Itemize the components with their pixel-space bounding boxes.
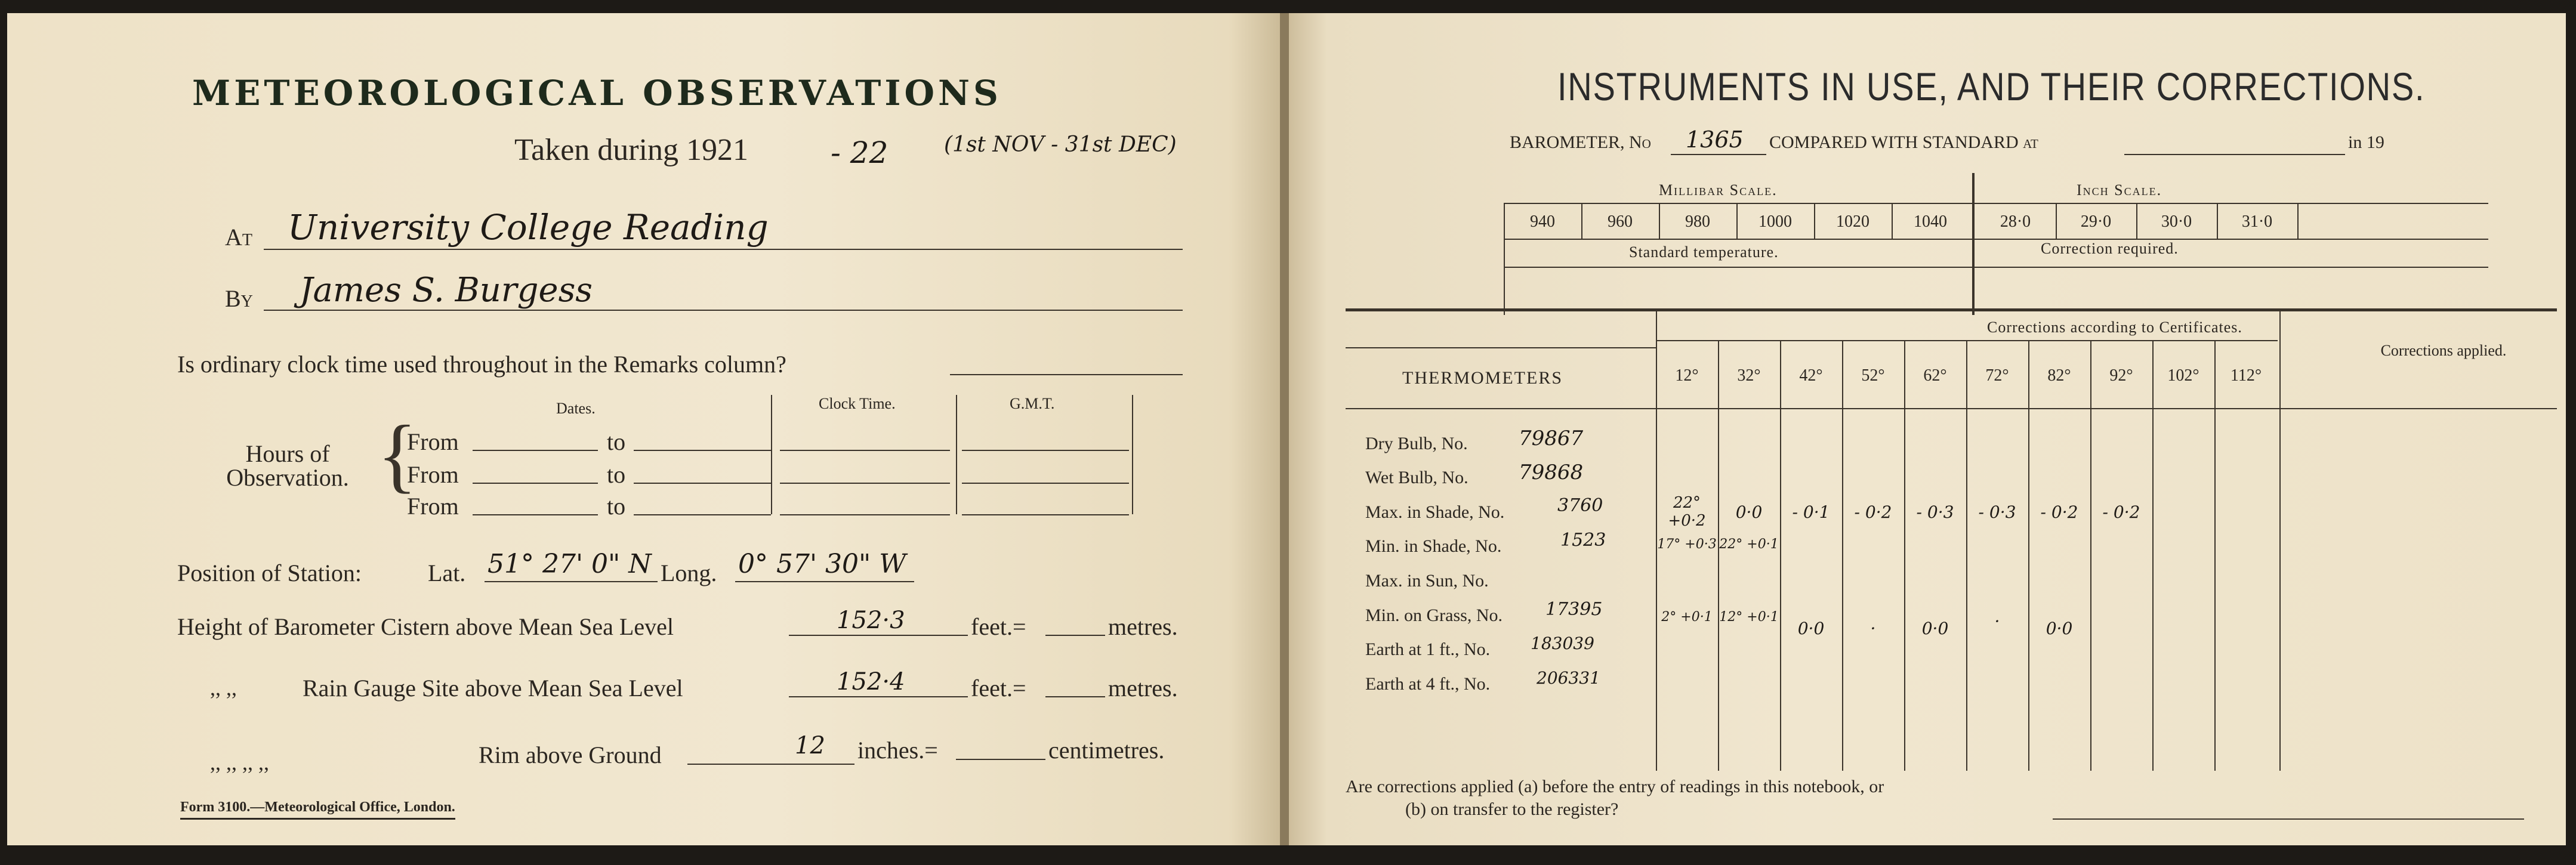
- at-value: University College Reading: [288, 207, 769, 248]
- clock-line: [780, 514, 950, 515]
- page-title: INSTRUMENTS IN USE, AND THEIR CORRECTIONS.: [1557, 64, 2426, 109]
- temp-col-divider: [1904, 340, 1905, 771]
- scale-cell-divider: [2136, 203, 2137, 239]
- temp-header: 72°: [1985, 366, 2009, 385]
- correction-cell: - 0·2: [1854, 502, 1892, 522]
- rim-label: Rim above Ground: [479, 742, 662, 768]
- clock-header: Clock Time.: [819, 395, 896, 412]
- correction-cell: 17° +0·3: [1657, 537, 1717, 552]
- temp-col-divider: [2152, 340, 2154, 771]
- temp-col-divider: [2090, 340, 2091, 771]
- thermometer-table-top: [1346, 308, 2557, 311]
- from-line: [473, 450, 598, 451]
- scales-left-border: [1504, 203, 1505, 315]
- divider-dates: [771, 395, 772, 514]
- correction-cell: - 0·2: [2040, 502, 2078, 522]
- divider-clock: [956, 395, 957, 514]
- hours-brace: {: [377, 409, 418, 501]
- barometer-height-line: [789, 635, 968, 636]
- metres-label: metres.: [1108, 613, 1178, 640]
- rain-gauge-value: 152·4: [837, 668, 905, 696]
- correction-cell: 22° +0·2: [1668, 494, 1706, 530]
- rain-gauge-line: [789, 696, 968, 697]
- wet-bulb-number: 79868: [1519, 461, 1584, 484]
- thermometers-header: THERMOMETERS: [1402, 368, 1563, 388]
- long-line: [735, 581, 914, 582]
- inch-value: 29·0: [2080, 212, 2112, 231]
- row-label-wet-bulb: Wet Bulb, No.: [1365, 468, 1469, 487]
- from-line: [473, 483, 598, 484]
- correction-required-label: Correction required.: [2041, 240, 2179, 257]
- barometer-height-value: 152·3: [837, 607, 905, 634]
- corrections-applied-header: Corrections applied.: [2380, 342, 2507, 359]
- corrections-header: Corrections according to Certificates.: [1987, 319, 2242, 336]
- by-line: [264, 310, 1183, 311]
- millibar-value: 1020: [1836, 212, 1869, 231]
- temp-header: 62°: [1923, 366, 1947, 385]
- correction-cell: - 0·2: [2102, 502, 2140, 522]
- clock-line: [780, 450, 950, 451]
- gmt-header: G.M.T.: [1010, 395, 1055, 412]
- by-value: James S. Burgess: [300, 271, 593, 310]
- inch-value: 31·0: [2241, 212, 2273, 231]
- taken-during-note: (1st NOV - 31st DEC): [944, 132, 1177, 157]
- long-value: 0° 57' 30" W: [738, 549, 906, 579]
- long-label: Long.: [661, 560, 717, 586]
- row-label-earth-1ft: Earth at 1 ft., No.: [1365, 640, 1491, 659]
- left-page: [7, 13, 1280, 845]
- barometer-number: 1365: [1686, 126, 1744, 153]
- to-label: to: [607, 461, 626, 488]
- ditto-marks: ,, ,,: [210, 676, 237, 700]
- row-label-dry-bulb: Dry Bulb, No.: [1365, 434, 1468, 453]
- inch-value: 30·0: [2161, 212, 2192, 231]
- page-title: METEOROLOGICAL OBSERVATIONS: [192, 73, 1002, 113]
- correction-cell: - 0·1: [1792, 502, 1830, 522]
- scale-cell-divider: [2217, 203, 2218, 239]
- temp-header: 52°: [1861, 366, 1885, 385]
- at-line: [264, 249, 1183, 250]
- to-line: [634, 450, 771, 451]
- temp-col-divider: [1966, 340, 1967, 771]
- scales-top-line: [1504, 203, 2488, 204]
- compared-label: COMPARED WITH STANDARD at: [1769, 132, 2038, 152]
- earth-1ft-number: 183039: [1531, 634, 1594, 653]
- min-shade-number: 1523: [1560, 530, 1606, 551]
- metres-line: [1045, 696, 1105, 697]
- barometer-height-label: Height of Barometer Cistern above Mean Sea Level: [177, 613, 674, 640]
- correction-cell: ·: [1994, 611, 2000, 631]
- temp-header: 82°: [2047, 366, 2071, 385]
- scales-mid-line: [1504, 239, 2488, 240]
- temp-header: 102°: [2167, 366, 2199, 385]
- cm-line: [956, 759, 1045, 760]
- correction-cell: 12° +0·1: [1719, 610, 1779, 625]
- scale-cell-divider: [2297, 203, 2299, 239]
- rain-gauge-label: Rain Gauge Site above Mean Sea Level: [303, 675, 683, 702]
- rim-value: 12: [795, 732, 825, 759]
- position-label: Position of Station:: [177, 560, 362, 586]
- max-shade-number: 3760: [1557, 495, 1603, 516]
- millibar-value: 940: [1530, 212, 1555, 231]
- thermometers-header-top: [1346, 347, 1656, 348]
- temp-col-divider: [1780, 340, 1781, 771]
- lat-label: Lat.: [428, 560, 466, 586]
- barometer-label: BAROMETER, No: [1510, 132, 1651, 152]
- temp-col-divider: [1842, 340, 1843, 771]
- to-label: to: [607, 493, 626, 520]
- metres-line: [1045, 635, 1105, 636]
- divider-gmt: [1132, 395, 1133, 514]
- at-label: At: [225, 224, 252, 251]
- clock-question: Is ordinary clock time used throughout in the Remarks column?: [177, 351, 786, 378]
- scale-cell-divider: [1736, 203, 1738, 239]
- scales-sub-line: [1504, 267, 2488, 268]
- hours-label: Hours of: [245, 440, 330, 467]
- row-label-min-grass: Min. on Grass, No.: [1365, 606, 1503, 625]
- gmt-line: [962, 450, 1129, 451]
- rim-line: [687, 764, 854, 765]
- min-grass-number: 17395: [1545, 599, 1603, 620]
- correction-cell: 0·0: [2046, 619, 2073, 638]
- correction-cell: 22° +0·1: [1719, 537, 1779, 552]
- scale-cell-divider: [2056, 203, 2057, 239]
- correction-cell: ·: [1870, 619, 1876, 638]
- correction-cell: - 0·3: [1978, 502, 2016, 522]
- correction-cell: 0·0: [1921, 619, 1949, 638]
- inch-value: 28·0: [2000, 212, 2031, 231]
- scale-cell-divider: [1659, 203, 1660, 239]
- thermometer-header-bottom: [1346, 408, 2557, 409]
- question-a: Are corrections applied (a) before the entry of readings in this notebook, or: [1346, 777, 1884, 796]
- dates-header: Dates.: [556, 400, 596, 417]
- temp-header: 32°: [1737, 366, 1761, 385]
- scale-cell-divider: [1814, 203, 1815, 239]
- millibar-value: 1040: [1914, 212, 1947, 231]
- correction-cell: 0·0: [1735, 502, 1763, 522]
- lat-value: 51° 27' 0" N: [488, 549, 652, 579]
- clock-line: [780, 483, 950, 484]
- inches-label: inches.=: [857, 737, 938, 764]
- from-label: From: [407, 493, 459, 520]
- book-gutter: [1280, 13, 1289, 845]
- question-b: (b) on transfer to the register?: [1405, 799, 1619, 819]
- metres-label: metres.: [1108, 675, 1178, 702]
- scale-cell-divider: [1581, 203, 1582, 239]
- form-number: Form 3100.—Meteorological Office, London.: [180, 799, 455, 820]
- millibar-value: 960: [1608, 212, 1633, 231]
- taken-during-label: Taken during 1921: [514, 133, 749, 167]
- correction-cell: - 0·3: [1916, 502, 1954, 522]
- barometer-number-line: [1671, 154, 1766, 155]
- correction-cell: 0·0: [1797, 619, 1825, 638]
- dry-bulb-number: 79867: [1519, 427, 1584, 450]
- to-line: [634, 483, 771, 484]
- row-label-min-shade: Min. in Shade, No.: [1365, 536, 1502, 556]
- lat-line: [485, 581, 658, 582]
- row-label-max-shade: Max. in Shade, No.: [1365, 502, 1505, 522]
- taken-during-year: - 22: [831, 135, 889, 170]
- answer-line: [2053, 818, 2524, 820]
- gmt-line: [962, 483, 1129, 484]
- millibar-scale-label: Millibar Scale.: [1659, 181, 1778, 199]
- temp-header: 42°: [1799, 366, 1823, 385]
- millibar-value: 980: [1685, 212, 1710, 231]
- from-label: From: [407, 461, 459, 488]
- cm-label: centimetres.: [1048, 737, 1165, 764]
- clock-answer-line: [950, 374, 1183, 375]
- temp-header: 92°: [2109, 366, 2133, 385]
- from-line: [473, 514, 598, 515]
- to-label: to: [607, 428, 626, 455]
- row-label-earth-4ft: Earth at 4 ft., No.: [1365, 674, 1491, 694]
- feet-label: feet.=: [971, 613, 1026, 640]
- scales-divider: [1972, 173, 1975, 315]
- observation-label: Observation.: [226, 464, 349, 491]
- temp-header: 12°: [1675, 366, 1699, 385]
- temp-header: 112°: [2230, 366, 2262, 385]
- standard-temperature-label: Standard temperature.: [1629, 243, 1779, 261]
- scale-cell-divider: [1892, 203, 1893, 239]
- temp-col-divider: [2028, 340, 2029, 771]
- earth-4ft-number: 206331: [1537, 668, 1600, 688]
- compared-line: [2124, 154, 2345, 155]
- by-label: By: [225, 285, 253, 312]
- ditto-marks: ,, ,, ,, ,,: [210, 750, 269, 774]
- temp-col-divider: [1718, 340, 1719, 771]
- temp-col-divider: [2214, 340, 2216, 771]
- right-page: [1289, 13, 2566, 845]
- correction-cell: 2° +0·1: [1661, 610, 1713, 625]
- feet-label: feet.=: [971, 675, 1026, 702]
- inch-scale-label: Inch Scale.: [2077, 181, 2162, 199]
- in-year-label: in 19: [2348, 132, 2384, 152]
- from-label: From: [407, 428, 459, 455]
- row-label-max-sun: Max. in Sun, No.: [1365, 571, 1489, 591]
- to-line: [634, 514, 771, 515]
- applied-divider: [2279, 311, 2281, 771]
- millibar-value: 1000: [1759, 212, 1792, 231]
- gmt-line: [962, 514, 1129, 515]
